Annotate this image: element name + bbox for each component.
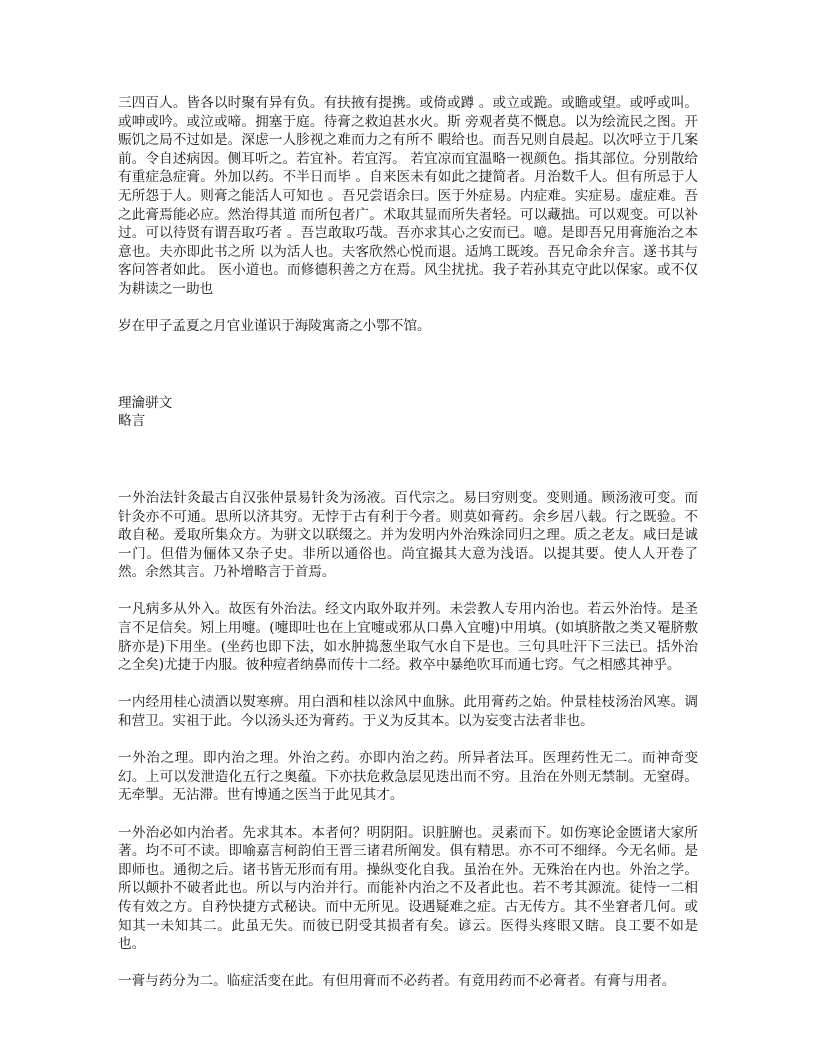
intro-paragraph: 三四百人。皆各以时聚有异有负。有扶掖有提携。或倚或蹲 。或立或跪。或瞻或望。或呼或叫。或呻或吟。或泣或啼。拥塞于庭。待膏之救迫甚水火。斯 旁观者莫不慨息。以为绘流民之图。开赈饥之局不过如是。深虑一人胗视之难而力之有所不 暇给也。而吾兄则自晨起。以次呼立于几案前。令自述病因。侧耳听之。若宜补。若宜泻。 若宜凉而宜温略一视颜色。指其部位。分别散给有重症急症膏。外加以药。不半日而毕 。自来医未有如此之捷简者。月治数千人。但有所忌于人无所怨于人。则膏之能活人可知也 。吾兄尝语余曰。医于外症易。内症难。实症易。虚症难。吾之此膏焉能必应。然治得其道 而所包者广。术取其显而所失者轻。可以藏拙。可以观变。可以补过。可以待贤有谓吾取巧者 。吾岂敢取巧哉。吾亦求其心之安而已。噫。是即吾兄用膏施治之本意也。夫亦即此书之所 以为活人也。夫客欣然心悦而退。适鸠工既竣。吾兄命余弁言。遂书其与客问答者如此。 医小道也。而修德积善之方在焉。风尘扰扰。我子若孙其克守此以保家。或不仅为耕读之一助也 xyxy=(118,95,698,297)
paragraph-1: 一外治法针灸最古自汉张仲景易针灸为汤液。百代宗之。易曰穷则变。变则通。顾汤液可变。而针灸亦不可通。思所以济其穷。无悖于古有利于今者。则莫如膏药。余乡居八载。行之既验。不敢自秘。爰取所集众方。为骈文以联缀之。并为发明内外治殊涂同归之理。质之老友。咸曰是诚一门。但借为俪体又杂子史。非所以通俗也。尚宜撮其大意为浅语。以提其要。使人人开卷了然。余然其言。乃补增略言于首焉。 xyxy=(118,489,698,581)
book-heading xyxy=(118,394,698,431)
paragraph-6: 一膏与药分为二。临症活变在此。有但用膏而不必药者。有竟用药而不必膏者。有膏与用者。 xyxy=(118,973,676,990)
section-title: 略言 xyxy=(118,413,146,430)
book-title: 理瀹骈文 xyxy=(118,394,173,411)
date-line: 岁在甲子孟夏之月官业谨识于海陵寓斋之小鄂不馆。 xyxy=(118,318,431,335)
paragraph-3: 一内经用桂心渍酒以熨寒痹。用白酒和桂以涂风中血脉。此用膏药之始。仲景桂枝汤治风寒。调和营卫。实祖于此。今以汤头还为膏药。于义为反其本。以为妄变古法者非也。 xyxy=(118,694,698,730)
paragraph-2: 一凡病多从外入。故医有外治法。经文内取外取并列。未尝教人专用内治也。若云外治恃。是圣言不足信矣。矧上用嚏。(嚏即吐也在上宜嚏或邪从口鼻入宜嚏)中用填。(如填脐散之类又罨脐敷脐亦是)下用坐。(坐药也即下法，如水肿捣葱坐取气水自下是也。三句具吐汗下三法已。括外治之全矣)尤捷于内服。彼种痘者纳鼻而传十二经。救卒中暴绝吹耳而通七窍。气之相感其神乎。 xyxy=(118,601,698,674)
paragraph-4: 一外治之理。即内治之理。外治之药。亦即内治之药。所异者法耳。医理药性无二。而神奇变幻。上可以发泄造化五行之奥蕴。下亦扶危救急层见迭出而不穷。且治在外则无禁制。无窒碍。无牵掣。无沾滞。世有博通之医当于此见其才。 xyxy=(118,750,698,804)
paragraph-5: 一外治必如内治者。先求其本。本者何？明阴阳。识脏腑也。灵素而下。如伤寒论金匮诸大家所著。均不可不读。即喻嘉言柯韵伯王晋三诸君所阐发。俱有精思。亦不可不细绎。今无名师。是即师也。通彻之后。诸书皆无形而有用。操纵变化自我。虽治在外。无殊治在内也。外治之学。所以颠扑不破者此也。所以与内治并行。而能补内治之不及者此也。若不考其源流。徒恃一二相传有效之方。自矜快捷方式秘诀。而中无所见。设遇疑难之症。古无传方。其不坐窘者几何。或知其一未知其二。此虽无失。而彼已阴受其损者有矣。谚云。医得头疼眼又瞎。良工要不如是也。 xyxy=(118,824,698,953)
